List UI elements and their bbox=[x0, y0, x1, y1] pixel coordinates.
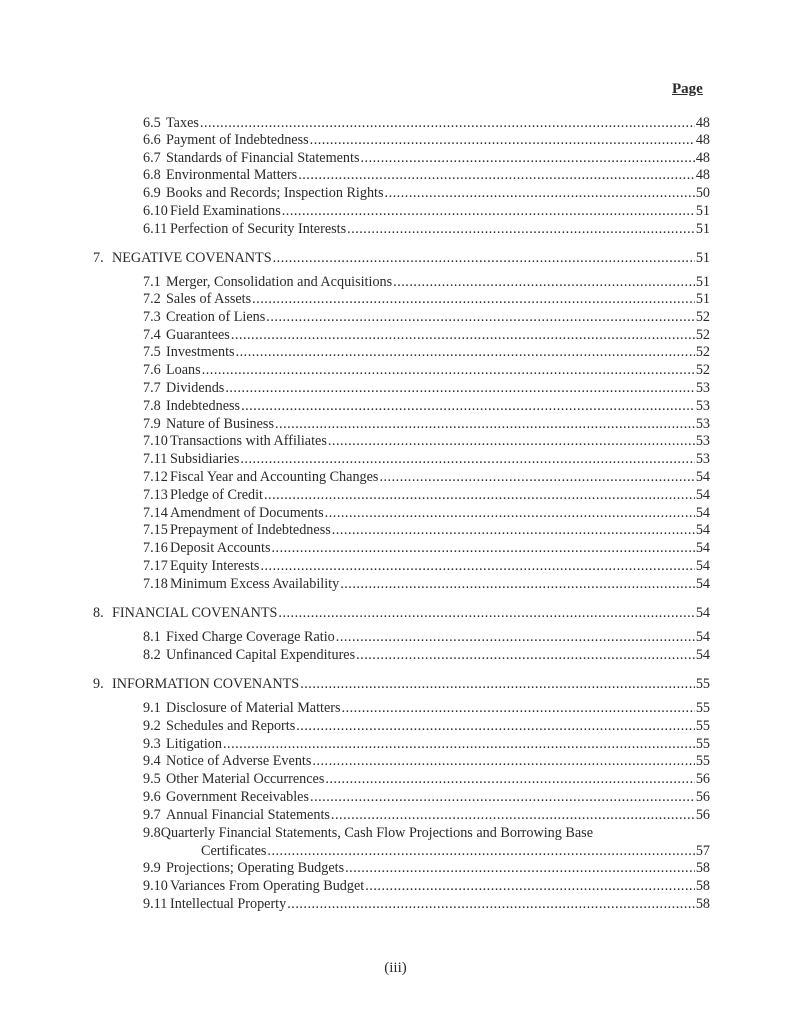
dot-leader bbox=[266, 309, 695, 326]
toc-entry-number: 9.4 bbox=[143, 753, 161, 769]
toc-entry-label: Payment of Indebtedness bbox=[166, 132, 309, 148]
dot-leader bbox=[332, 522, 695, 539]
toc-entry-label: Nature of Business bbox=[166, 416, 274, 432]
toc-entry-page: 58 bbox=[695, 860, 710, 876]
dot-leader bbox=[282, 203, 695, 220]
toc-entry bbox=[143, 558, 710, 575]
toc-entry-number: 6.5 bbox=[143, 115, 161, 131]
toc-entry-page: 54 bbox=[695, 505, 710, 521]
toc-entry-page: 54 bbox=[695, 605, 710, 621]
toc-entry bbox=[143, 344, 710, 361]
toc-entry-number: 9.10 bbox=[143, 878, 168, 894]
toc-entry-page: 55 bbox=[695, 700, 710, 716]
toc-entry bbox=[143, 185, 710, 202]
toc-entry-label: Investments bbox=[166, 344, 235, 360]
toc-entry-number: 6.6 bbox=[143, 132, 161, 148]
toc-entry-page: 50 bbox=[695, 185, 710, 201]
toc-entry-number: 8. bbox=[93, 605, 104, 621]
toc-entry-page: 52 bbox=[695, 362, 710, 378]
toc-entry-number: 8.2 bbox=[143, 647, 161, 663]
toc-entry-label: Transactions with Affiliates bbox=[170, 433, 327, 449]
toc-entry-number: 6.8 bbox=[143, 167, 161, 183]
toc-entry-number: 7.4 bbox=[143, 327, 161, 343]
toc-entry bbox=[143, 115, 710, 132]
toc-entry bbox=[143, 896, 710, 913]
dot-leader bbox=[278, 605, 694, 622]
dot-leader bbox=[356, 647, 695, 664]
dot-leader bbox=[296, 718, 695, 735]
dot-leader bbox=[385, 185, 695, 202]
toc-entry-page: 54 bbox=[695, 540, 710, 556]
toc-entry-label: Perfection of Security Interests bbox=[170, 221, 347, 237]
dot-leader bbox=[252, 291, 695, 308]
toc-entry-page: 54 bbox=[695, 647, 710, 663]
toc-entry-number: 7.14 bbox=[143, 505, 168, 521]
toc-entry bbox=[143, 771, 710, 788]
toc-entry-first-line bbox=[143, 825, 593, 842]
toc-entry bbox=[143, 736, 710, 753]
toc-entry-page: 48 bbox=[695, 115, 710, 131]
toc-entry-page: 55 bbox=[695, 736, 710, 752]
toc-entry bbox=[143, 451, 710, 468]
toc-entry-number: 7.18 bbox=[143, 576, 168, 592]
toc-entry bbox=[143, 860, 710, 877]
toc-entry-number: 7.3 bbox=[143, 309, 161, 325]
toc-entry-label: Government Receivables bbox=[166, 789, 310, 805]
toc-entry-label: Guarantees bbox=[166, 327, 230, 343]
toc-entry-number: 7.15 bbox=[143, 522, 168, 538]
toc-entry-label: Field Examinations bbox=[170, 203, 281, 219]
dot-leader bbox=[273, 250, 695, 267]
toc-section-entry bbox=[93, 605, 710, 622]
toc-entry-label: Environmental Matters bbox=[166, 167, 298, 183]
toc-entry-number: 7. bbox=[93, 250, 104, 266]
toc-entry bbox=[143, 221, 710, 238]
toc-entry-page: 58 bbox=[695, 878, 710, 894]
dot-leader bbox=[360, 150, 694, 167]
toc-entry-page: 54 bbox=[695, 522, 710, 538]
dot-leader bbox=[271, 540, 694, 557]
dot-leader bbox=[310, 132, 695, 149]
toc-entry-label: Variances From Operating Budget bbox=[170, 878, 365, 894]
toc-entry bbox=[143, 647, 710, 664]
toc-entry-number: 7.13 bbox=[143, 487, 168, 503]
dot-leader bbox=[312, 753, 694, 770]
dot-leader bbox=[275, 416, 695, 433]
toc-entry-page: 51 bbox=[695, 274, 710, 290]
toc-entry-label: NEGATIVE COVENANTS bbox=[112, 250, 272, 266]
dot-leader bbox=[325, 505, 695, 522]
toc-entry-page: 53 bbox=[695, 416, 710, 432]
toc-entry-page: 51 bbox=[695, 291, 710, 307]
dot-leader bbox=[240, 451, 694, 468]
dot-leader bbox=[379, 469, 694, 486]
toc-entry-page: 55 bbox=[695, 718, 710, 734]
dot-leader bbox=[200, 115, 695, 132]
toc-entry-page: 48 bbox=[695, 167, 710, 183]
toc-entry bbox=[143, 327, 710, 344]
toc-entry bbox=[143, 380, 710, 397]
toc-entry-label: Notice of Adverse Events bbox=[166, 753, 312, 769]
toc-entry bbox=[143, 487, 710, 504]
toc-entry bbox=[143, 700, 710, 717]
toc-entry-label: Schedules and Reports bbox=[166, 718, 296, 734]
toc-entry-page: 48 bbox=[695, 150, 710, 166]
toc-entry bbox=[143, 291, 710, 308]
toc-entry-number: 7.10 bbox=[143, 433, 168, 449]
toc-entry bbox=[143, 167, 710, 184]
toc-entry-page: 52 bbox=[695, 344, 710, 360]
dot-leader bbox=[298, 167, 695, 184]
dot-leader bbox=[241, 398, 695, 415]
dot-leader bbox=[225, 380, 694, 397]
toc-entry bbox=[143, 309, 710, 326]
toc-entry-page: 56 bbox=[695, 771, 710, 787]
toc-entry-label: Quarterly Financial Statements, Cash Flow Projections and Borrowing Base bbox=[160, 825, 593, 841]
toc-entry-label: Minimum Excess Availability bbox=[170, 576, 340, 592]
toc-entry-number: 9.3 bbox=[143, 736, 161, 752]
toc-entry-number: 9.1 bbox=[143, 700, 161, 716]
dot-leader bbox=[287, 896, 695, 913]
toc-entry bbox=[143, 362, 710, 379]
toc-entry-number: 7.16 bbox=[143, 540, 168, 556]
toc-entry bbox=[143, 203, 710, 220]
toc-entry-page: 57 bbox=[695, 843, 710, 859]
toc-entry-number: 7.2 bbox=[143, 291, 161, 307]
toc-entry-number: 9.2 bbox=[143, 718, 161, 734]
toc-entry-page: 53 bbox=[695, 380, 710, 396]
toc-entry bbox=[143, 540, 710, 557]
toc-entry bbox=[143, 132, 710, 149]
toc-entry-label: Fiscal Year and Accounting Changes bbox=[170, 469, 379, 485]
toc-entry-page: 48 bbox=[695, 132, 710, 148]
toc-entry-number: 7.9 bbox=[143, 416, 161, 432]
dot-leader bbox=[310, 789, 695, 806]
dot-leader bbox=[393, 274, 695, 291]
toc-entry bbox=[143, 789, 710, 806]
dot-leader bbox=[345, 860, 695, 877]
dot-leader bbox=[347, 221, 695, 238]
toc-entry-number: 7.1 bbox=[143, 274, 161, 290]
dot-leader bbox=[300, 676, 695, 693]
toc-entry-label: Taxes bbox=[166, 115, 199, 131]
toc-entry-label: Subsidiaries bbox=[170, 451, 240, 467]
toc-entry bbox=[143, 469, 710, 486]
toc-entry bbox=[143, 505, 710, 522]
toc-entry bbox=[143, 878, 710, 895]
toc-entry-label: FINANCIAL COVENANTS bbox=[112, 605, 278, 621]
toc-entry bbox=[143, 718, 710, 735]
toc-entry-label: Books and Records; Inspection Rights bbox=[166, 185, 384, 201]
toc-entry-number: 7.12 bbox=[143, 469, 168, 485]
toc-entry-page: 51 bbox=[695, 221, 710, 237]
toc-entry-label: Other Material Occurrences bbox=[166, 771, 325, 787]
dot-leader bbox=[328, 433, 695, 450]
toc-entry-page: 53 bbox=[695, 433, 710, 449]
toc-entry bbox=[143, 807, 710, 824]
toc-entry bbox=[143, 274, 710, 291]
toc-entry-number: 8.1 bbox=[143, 629, 161, 645]
toc-entry-number: 9.11 bbox=[143, 896, 168, 912]
page-number: (iii) bbox=[384, 960, 407, 976]
toc-entry-number: 7.5 bbox=[143, 344, 161, 360]
toc-entry-label: Intellectual Property bbox=[170, 896, 287, 912]
toc-entry-number: 6.11 bbox=[143, 221, 168, 237]
toc-entry bbox=[143, 150, 710, 167]
page-column-header: Page bbox=[672, 81, 703, 97]
toc-entry-label: Projections; Operating Budgets bbox=[166, 860, 345, 876]
toc-entry-label: Indebtedness bbox=[166, 398, 241, 414]
toc-entry-number: 7.17 bbox=[143, 558, 168, 574]
toc-entry-page: 54 bbox=[695, 558, 710, 574]
toc-entry-number: 6.9 bbox=[143, 185, 161, 201]
dot-leader bbox=[340, 576, 695, 593]
toc-entry-label: Standards of Financial Statements bbox=[166, 150, 360, 166]
dot-leader bbox=[267, 843, 694, 860]
toc-entry-number: 9.7 bbox=[143, 807, 161, 823]
toc-entry-page: 56 bbox=[695, 807, 710, 823]
toc-entry-label: Disclosure of Material Matters bbox=[166, 700, 341, 716]
toc-entry bbox=[143, 416, 710, 433]
toc-entry-page: 54 bbox=[695, 469, 710, 485]
toc-entry-page: 55 bbox=[695, 676, 710, 692]
toc-entry-page: 54 bbox=[695, 487, 710, 503]
dot-leader bbox=[236, 344, 695, 361]
toc-entry-number: 6.10 bbox=[143, 203, 168, 219]
toc-entry-label: Pledge of Credit bbox=[170, 487, 263, 503]
toc-entry-page: 54 bbox=[695, 629, 710, 645]
toc-entry-label: Sales of Assets bbox=[166, 291, 252, 307]
toc-entry-number: 9.8 bbox=[143, 825, 161, 841]
dot-leader bbox=[223, 736, 695, 753]
toc-entry-page: 58 bbox=[695, 896, 710, 912]
toc-entry-number: 7.6 bbox=[143, 362, 161, 378]
toc-entry-label: Prepayment of Indebtedness bbox=[170, 522, 331, 538]
toc-entry-label: Unfinanced Capital Expenditures bbox=[166, 647, 356, 663]
dot-leader bbox=[264, 487, 695, 504]
toc-entry bbox=[143, 629, 710, 646]
dot-leader bbox=[202, 362, 695, 379]
toc-entry-number: 9. bbox=[93, 676, 104, 692]
toc-entry-label: Merger, Consolidation and Acquisitions bbox=[166, 274, 393, 290]
toc-entry-number: 9.9 bbox=[143, 860, 161, 876]
toc-entry-page: 52 bbox=[695, 309, 710, 325]
dot-leader bbox=[260, 558, 694, 575]
toc-entry-label: Dividends bbox=[166, 380, 225, 396]
toc-entry-label: Equity Interests bbox=[170, 558, 260, 574]
toc-entry-number: 9.5 bbox=[143, 771, 161, 787]
dot-leader bbox=[331, 807, 695, 824]
toc-entry-label-continued: Certificates bbox=[201, 843, 267, 859]
toc-entry-label: Amendment of Documents bbox=[170, 505, 324, 521]
toc-entry-number: 7.8 bbox=[143, 398, 161, 414]
toc-entry-number: 7.11 bbox=[143, 451, 168, 467]
toc-entry-label: Litigation bbox=[166, 736, 222, 752]
toc-entry-label: Annual Financial Statements bbox=[166, 807, 330, 823]
toc-entry-label: Deposit Accounts bbox=[170, 540, 271, 556]
toc-entry-label: Creation of Liens bbox=[166, 309, 266, 325]
toc-entry bbox=[201, 843, 710, 860]
toc-entry-page: 51 bbox=[695, 203, 710, 219]
toc-entry-number: 9.6 bbox=[143, 789, 161, 805]
toc-entry-page: 51 bbox=[695, 250, 710, 266]
toc-section-entry bbox=[93, 676, 710, 693]
toc-entry-number: 6.7 bbox=[143, 150, 161, 166]
toc-entry-page: 54 bbox=[695, 576, 710, 592]
toc-entry bbox=[143, 522, 710, 539]
dot-leader bbox=[336, 629, 695, 646]
toc-entry-page: 52 bbox=[695, 327, 710, 343]
toc-entry-page: 55 bbox=[695, 753, 710, 769]
dot-leader bbox=[325, 771, 694, 788]
toc-entry bbox=[143, 398, 710, 415]
dot-leader bbox=[231, 327, 695, 344]
toc-entry-label: Loans bbox=[166, 362, 201, 378]
toc-entry bbox=[143, 576, 710, 593]
toc-entry-page: 56 bbox=[695, 789, 710, 805]
toc-entry-number: 7.7 bbox=[143, 380, 161, 396]
toc-entry-page: 53 bbox=[695, 451, 710, 467]
toc-section-entry bbox=[93, 250, 710, 267]
toc-entry bbox=[143, 753, 710, 770]
dot-leader bbox=[365, 878, 695, 895]
toc-entry-label: INFORMATION COVENANTS bbox=[112, 676, 300, 692]
toc-entry-page: 53 bbox=[695, 398, 710, 414]
toc-entry bbox=[143, 433, 710, 450]
toc-entry-label: Fixed Charge Coverage Ratio bbox=[166, 629, 335, 645]
dot-leader bbox=[342, 700, 695, 717]
